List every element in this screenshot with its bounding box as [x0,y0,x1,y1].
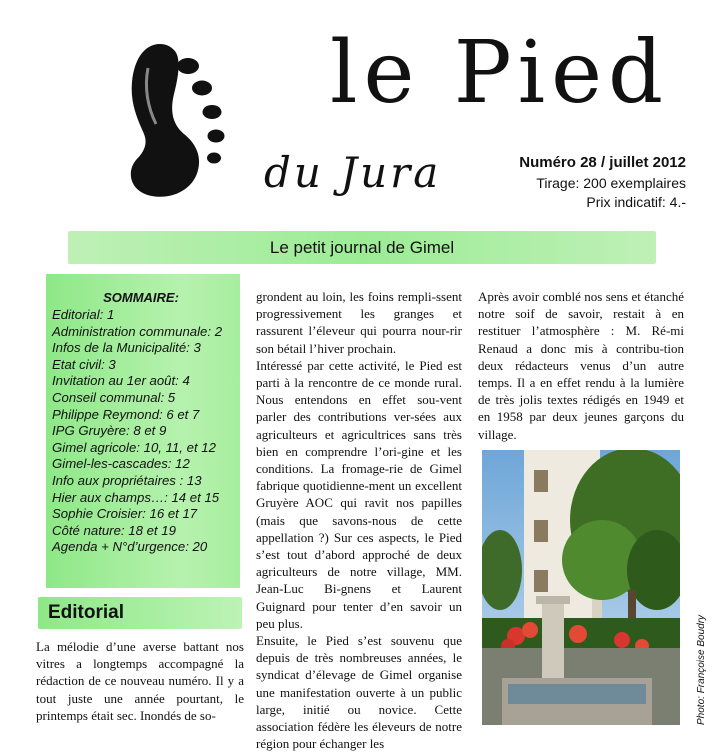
photo-credit [684,598,707,725]
toc-item: Editorial: 1 [52,307,115,322]
paragraph: Ensuite, le Pied s’est souvenu que depuis de très nombreuses années, le syndicat d’élevage de Gimel organise une manifestation ouverte à un public large, initié ou novice. Cette association fédère les éleveurs de notre région pour échanger les [256,633,462,752]
toc-item: Info aux propriétaires : 13 [52,472,202,488]
paragraph: Après avoir comblé nos sens et étanché notre soif de savoir, restait à en restituer l’atmosphère : M. Ré-mi Renaud a donc mis à contribu-tion deux rédacteurs venus d’un autre temps. Il a en effet rendu à la lumière de très jolis textes rédigés en 1949 et en 1958 par deux jeunes garçons du village. [478,289,684,442]
toc-item: Sophie Croisier: 16 et 17 [52,506,198,522]
tagline-banner: Le petit journal de Gimel [68,231,656,264]
editorial-heading: Editorial [38,597,242,629]
masthead-subtitle: du Jura [264,148,442,197]
toc-item: Côté nature: 18 et 19 [52,522,176,538]
toc-item: Conseil communal: 5 [52,389,176,405]
toc-item: Etat civil: 3 [52,356,116,372]
article-column-2 [256,288,462,752]
editorial-text [36,638,244,724]
issue-number: Numéro 28 / juillet 2012 [519,154,686,171]
paragraph: La mélodie d’une averse battant nos vitres a longtemps accompagné la rédaction de ce nouveau numéro. Il y a tout juste une année pourtant, le printemps était sec. Inondés de so- [36,639,244,723]
toc-item: Philippe Reymond: 6 et 7 [52,406,200,422]
paragraph: grondent au loin, les foins rempli-ssent progressivement les granges et rassurent l’éleveur qui pourra nour-rir son bétail l’hiver prochain. [256,289,462,356]
toc-item: Hier aux champs…: 14 et 15 [52,489,220,505]
photo-credit-text: Photo: Françoise Boudry [696,614,707,725]
table-of-contents [46,274,240,588]
foot-logo-icon [108,38,248,198]
masthead-title: le Pied [330,23,670,123]
toc-item: Agenda + N°d’urgence: 20 [52,539,208,555]
fountain-photo [482,450,680,725]
toc-item: Infos de la Municipalité: 3 [52,340,201,356]
toc-heading: SOMMAIRE: [103,290,179,305]
issue-info [519,154,686,213]
toc-item: Invitation au 1er août: 4 [52,373,190,389]
paragraph: Intéressé par cette activité, le Pied est parti à la rencontre de ce monde rural. Nous entendons en effet sou-vent parler des contributions ver-sées aux agriculteurs et agricultrices sans très bien en comprendre l’ori-gine et les conditions. La fromage-rie de Gimel fabrique quotidienne-ment un excellent Gruyère AOC qui ravit nos papilles (mais que savons-nous de cette appellation ?) Sur ces aspects, le Pied s’est tout d’abord approché de deux agriculteurs de notre village, MM. Jean-Luc Bi-gnens et Laurent Guignard pour tenter d’en savoir un peu plus. [256,357,462,631]
toc-item: IPG Gruyère: 8 et 9 [52,423,167,439]
toc-item: Gimel-les-cascades: 12 [52,456,190,472]
toc-item: Administration communale: 2 [52,323,223,339]
toc-item: Gimel agricole: 10, 11, et 12 [52,439,216,455]
article-column-3 [478,288,684,443]
circulation: Tirage: 200 exemplaires [536,175,686,191]
price: Prix indicatif: 4.- [586,194,686,210]
